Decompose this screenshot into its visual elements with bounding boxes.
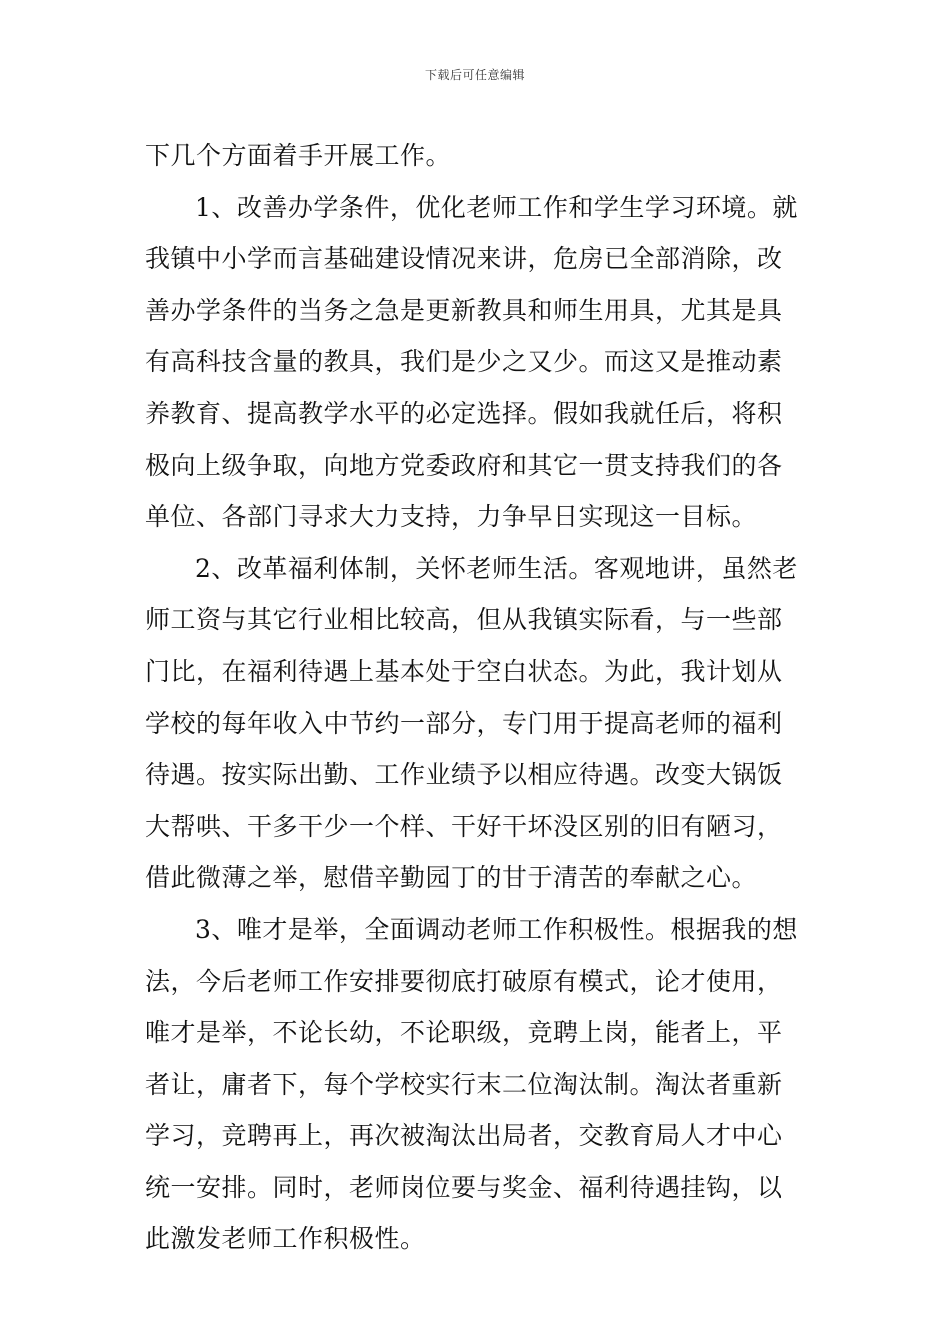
header-note: 下载后可任意编辑	[424, 68, 525, 82]
text-line: 借此微薄之举，慰借辛勤园丁的甘于清苦的奉献之心。	[145, 863, 758, 893]
text-line: 者让，庸者下，每个学校实行末二位淘汰制。淘汰者重新	[145, 1069, 783, 1099]
text-line: 极向上级争取，向地方党委政府和其它一贯支持我们的各	[145, 450, 783, 480]
text-line: 我镇中小学而言基础建设情况来讲，危房已全部消除，改	[145, 244, 783, 274]
text-line: 法，今后老师工作安排要彻底打破原有模式，论才使用，	[145, 966, 783, 996]
text-line: 单位、各部门寻求大力支持，力争早日实现这一目标。	[145, 502, 758, 532]
text-line: 待遇。按实际出勤、工作业绩予以相应待遇。改变大锅饭	[145, 760, 783, 790]
text-line: 大帮哄、干多干少一个样、干好干坏没区别的旧有陋习，	[145, 811, 783, 841]
text-line: 下几个方面着手开展工作。	[145, 141, 452, 170]
text-line: 3、唯才是举，全面调动老师工作积极性。根据我的想	[195, 914, 798, 944]
text-line: 唯才是举，不论长幼，不论职级，竞聘上岗，能者上，平	[145, 1018, 783, 1048]
text-line: 1、改善办学条件，优化老师工作和学生学习环境。就	[195, 192, 798, 222]
text-line: 养教育、提高教学水平的必定选择。假如我就任后，将积	[145, 398, 783, 428]
text-line: 善办学条件的当务之急是更新教具和师生用具，尤其是具	[145, 295, 783, 325]
text-line: 2、改革福利体制，关怀老师生活。客观地讲，虽然老	[195, 553, 798, 583]
document-body	[145, 130, 810, 1265]
text-line: 此激发老师工作积极性。	[145, 1224, 426, 1254]
text-line: 统一安排。同时，老师岗位要与奖金、福利待遇挂钩，以	[145, 1172, 783, 1202]
text-line: 门比，在福利待遇上基本处于空白状态。为此，我计划从	[145, 656, 783, 686]
text-line: 师工资与其它行业相比较高，但从我镇实际看，与一些部	[145, 605, 783, 635]
text-line: 有高科技含量的教具，我们是少之又少。而这又是推动素	[145, 347, 783, 377]
text-line: 学习，竞聘再上，再次被淘汰出局者，交教育局人才中心	[145, 1121, 783, 1151]
text-line: 学校的每年收入中节约一部分，专门用于提高老师的福利	[145, 708, 783, 738]
